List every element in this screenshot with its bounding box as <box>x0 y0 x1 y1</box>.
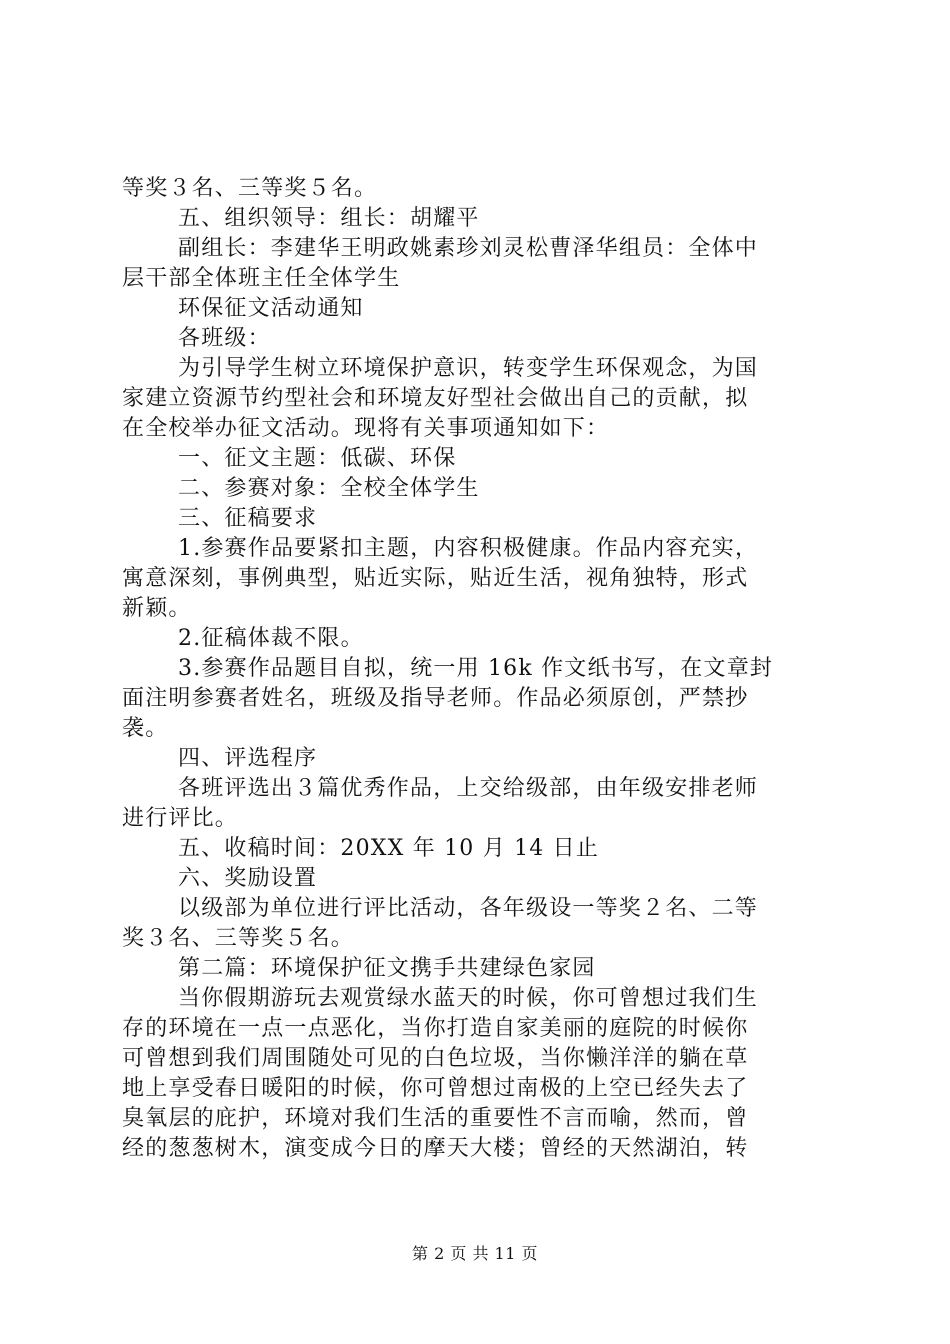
text-line: 新颖。 <box>122 596 192 621</box>
text-line: 环保征文活动通知 <box>178 296 364 321</box>
text-line: 经的葱葱树木，演变成今日的摩天大楼；曾经的天然湖泊，转 <box>122 1136 749 1161</box>
text-line: 当你假期游玩去观赏绿水蓝天的时候，你可曾想过我们生 <box>178 986 759 1011</box>
text-line: 一、征文主题：低碳、环保 <box>178 446 457 471</box>
text-line: 奖３名、三等奖５名。 <box>122 926 355 951</box>
text-line: 为引导学生树立环境保护意识，转变学生环保观念，为国 <box>178 356 759 381</box>
text-line: 地上享受春日暖阳的时候，你可曾想过南极的上空已经失去了 <box>122 1076 749 1101</box>
text-line: 四、评选程序 <box>178 746 318 771</box>
text-line: 层干部全体班主任全体学生 <box>122 266 401 291</box>
text-line: 家建立资源节约型社会和环境友好型社会做出自己的贡献，拟 <box>122 386 749 411</box>
text-line: 等奖３名、三等奖５名。 <box>122 176 378 201</box>
text-line: 在全校举办征文活动。现将有关事项通知如下： <box>122 416 610 441</box>
text-line: 可曾想到我们周围随处可见的白色垃圾，当你懒洋洋的躺在草 <box>122 1046 749 1071</box>
text-line: 二、参赛对象：全校全体学生 <box>178 476 480 501</box>
text-line: 第二篇：环境保护征文携手共建绿色家园 <box>178 956 596 981</box>
text-line: 存的环境在一点一点恶化，当你打造自家美丽的庭院的时候你 <box>122 1016 749 1041</box>
text-line: 2.征稿体裁不限。 <box>178 626 364 651</box>
text-line: 寓意深刻，事例典型，贴近实际，贴近生活，视角独特，形式 <box>122 566 749 591</box>
text-line: 进行评比。 <box>122 806 239 831</box>
text-line: 三、征稿要求 <box>178 506 318 531</box>
text-line: 五、收稿时间：20XX 年 10 月 14 日止 <box>178 836 600 861</box>
page-footer: 第 2 页 共 11 页 <box>412 1244 538 1263</box>
text-line: 袭。 <box>122 716 169 741</box>
text-line: 六、奖励设置 <box>178 866 318 891</box>
text-line: 面注明参赛者姓名，班级及指导老师。作品必须原创，严禁抄 <box>122 686 749 711</box>
text-line: 副组长：李建华王明政姚素珍刘灵松曹泽华组员：全体中 <box>178 236 759 261</box>
document-body <box>122 174 832 1164</box>
text-line: 臭氧层的庇护，环境对我们生活的重要性不言而喻，然而，曾 <box>122 1106 749 1131</box>
text-line: 以级部为单位进行评比活动，各年级设一等奖２名、二等 <box>178 896 759 921</box>
text-line: 各班评选出３篇优秀作品，上交给级部，由年级安排老师 <box>178 776 759 801</box>
text-line: 五、组织领导：组长：胡耀平 <box>178 206 480 231</box>
text-line: 1.参赛作品要紧扣主题，内容积极健康。作品内容充实， <box>178 536 759 561</box>
text-line: 各班级： <box>178 326 271 351</box>
text-line: 3.参赛作品题目自拟，统一用 16k 作文纸书写，在文章封 <box>178 656 774 681</box>
